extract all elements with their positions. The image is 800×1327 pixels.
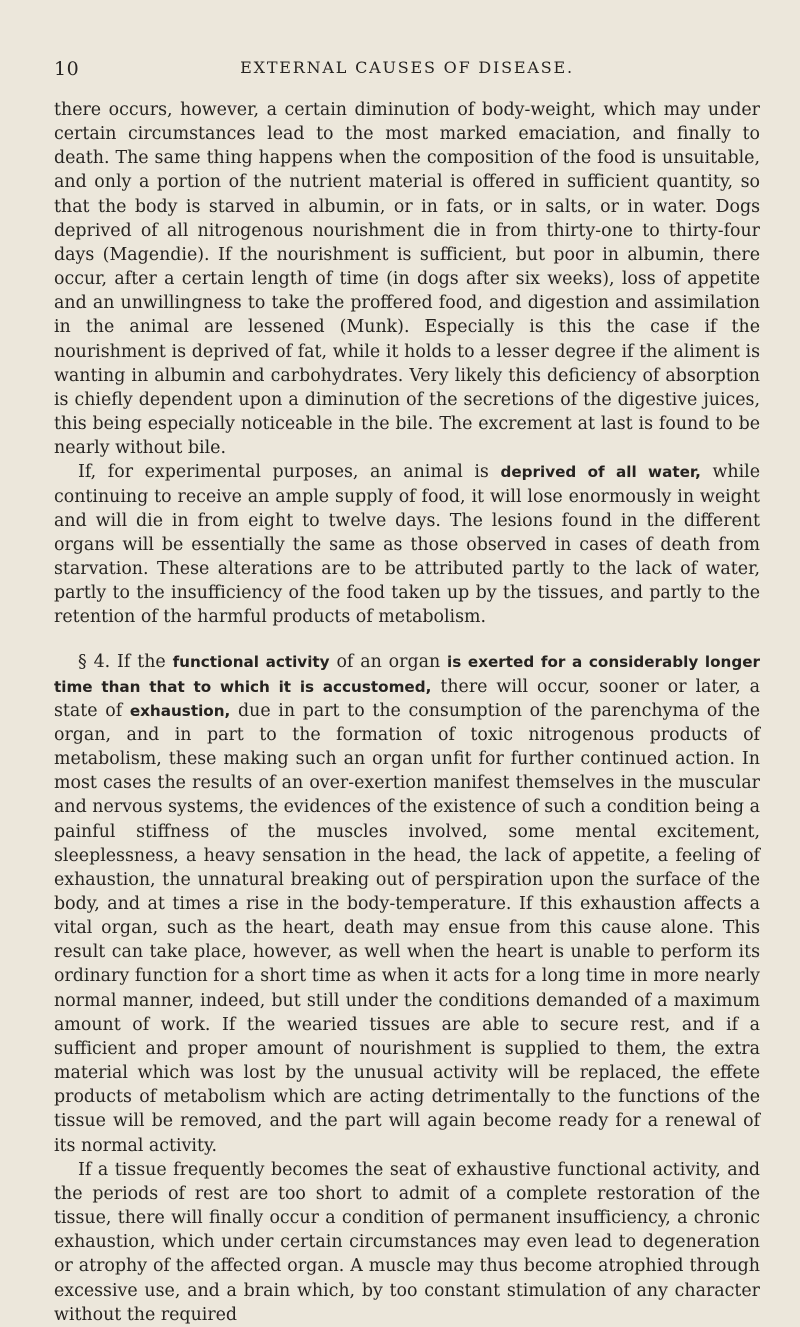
running-title: EXTERNAL CAUSES OF DISEASE. <box>240 58 574 77</box>
paragraph-starvation: there occurs, however, a certain diminution of body-weight, which may under certain circumstances lead to the most marked emaciation, and finally to death. The same thing happens when the composition of the food is unsuitable, and only a portion of the nutrient material is offered in sufficient quantity, so that the body is starved in albumin, or in fats, or in salts, or in water. Dogs deprived of all nitrogenous nourishment die in from thirty-one to thirty-four days (Magendie). If the nourishment is sufficient, but poor in albumin, there occur, after a certain length of time (in dogs after six weeks), loss of appetite and an unwillingness to take the proffered food, and digestion and assimilation in the animal are lessened (Munk). Especially is this the case if the nourishment is deprived of fat, while it holds to a lesser degree if the aliment is wanting in albumin and carbohydrates. Very likely this deficiency of absorption is chiefly dependent upon a diminution of the secretions of the digestive juices, this being especially noticeable in the bile. The excrement at last is found to be nearly without bile. <box>54 100 760 459</box>
paragraph-text: If, for experimental purposes, an animal is <box>78 462 501 483</box>
emphasis-deprived-of-water: deprived of all water, <box>500 463 701 482</box>
page-number: 10 <box>54 58 80 80</box>
section-gap <box>54 629 760 650</box>
paragraph-text: of an organ <box>329 652 448 673</box>
paragraph-text: due in part to the consumption of the parenchyma of the organ, and in part to the formation of toxic nitrogenous products of metabolism, these making such an organ unfit for further continued action. In most cases the results of an over-exertion manifest themselves in the muscular and nervous systems, the evidences of the existence of such a condition being a painful stiffness of the muscles involved, some mental excitement, sleeplessness, a heavy sensation in the head, the lack of appetite, a feeling of exhaustion, the unnatural breaking out of perspiration upon the surface of the body, and at times a rise in the body-temperature. If this exhaustion affects a vital organ, such as the heart, death may ensue from this cause alone. This result can take place, however, as well when the heart is unable to perform its ordinary function for a short time as when it acts for a long time in more nearly normal manner, indeed, but still under the conditions demanded of a maximum amount of work. If the wearied tissues are able to secure rest, and if a sufficient and proper amount of nourishment is supplied to them, the extra material which was lost by the unusual activity will be replaced, the effete products of metabolism which are acting detrimentally to the functions of the tissue will be removed, and the part will again become ready for a renewal of its normal activity. <box>54 700 760 1156</box>
paragraph-text: there will occur, sooner or later, a state of <box>54 676 760 721</box>
emphasis-longer-time: is exerted for a considerably longer time than that to which it is accustomed, <box>54 653 761 696</box>
paragraph-text: while continuing to receive an ample supply of food, it will lose enormously in weight and will die in from eight to twelve days. The lesions found in the different organs will be essentially the same as those observed in cases of death from starvation. These alterations are to be attributed partly to the lack of water, partly to the insufficiency of the food taken up by the tissues, and partly to the retention of the harmful products of metabolism. <box>54 462 761 628</box>
paragraph-chronic-exhaustion: If a tissue frequently becomes the seat of exhaustive functional activity, and the periods of rest are too short to admit of a complete restoration of the tissue, there will finally occur a condition of permanent insufficiency, a chronic exhaustion, which under certain circumstances may even lead to degeneration or atrophy of the affected organ. A muscle may thus become atrophied through excessive use, and a brain which, by too constant stimulation of any character without the required <box>54 1159 760 1325</box>
paragraph-section-4-exhaustion <box>54 650 760 1157</box>
emphasis-exhaustion: exhaustion, <box>129 701 231 720</box>
paragraph-water-deprivation <box>54 460 760 629</box>
emphasis-functional-activity: functional activity <box>172 653 330 672</box>
paragraph-text: § 4. If the <box>78 652 173 673</box>
page-header <box>54 58 760 98</box>
